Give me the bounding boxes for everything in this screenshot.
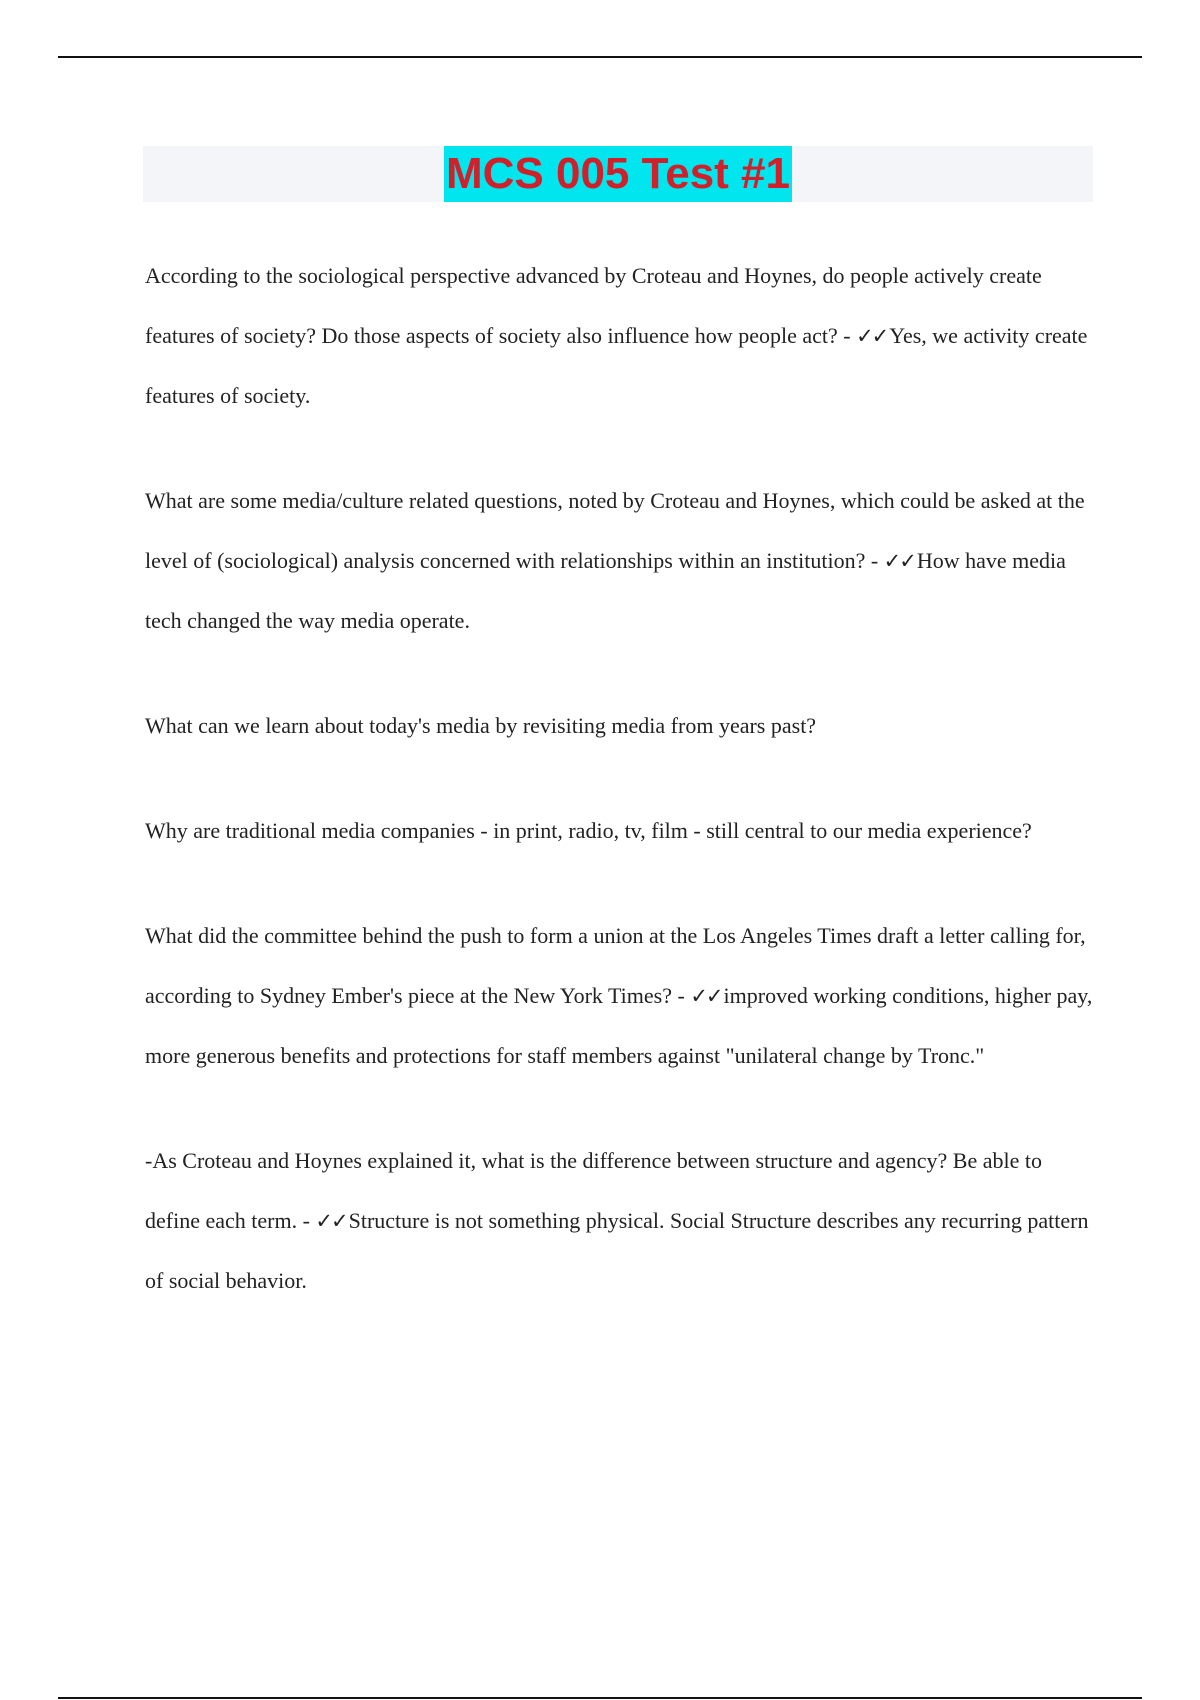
qa-entry-5 xyxy=(145,906,1095,1086)
qa-entry-6 xyxy=(145,1131,1095,1311)
checkmark-icon: ✓✓ xyxy=(856,324,888,348)
question-text: -As Croteau and Hoynes explained it, what is the difference between structure and agency? Be able to define each term. - xyxy=(145,1148,1042,1233)
qa-entry-3 xyxy=(145,696,1095,756)
answer-text: Yes, we activity create features of society. xyxy=(145,323,1088,408)
bottom-rule xyxy=(58,1697,1142,1699)
answer-text: Structure is not something physical. Social Structure describes any recurring pattern of social behavior. xyxy=(145,1208,1089,1293)
answer-text: How have media tech changed the way media operate. xyxy=(145,548,1066,633)
qa-entry-2 xyxy=(145,471,1095,651)
title-band xyxy=(143,146,1093,202)
document-body xyxy=(145,246,1095,1311)
question-text: What did the committee behind the push to form a union at the Los Angeles Times draft a letter calling for, according to Sydney Ember's piece at the New York Times? - xyxy=(145,923,1086,1008)
question-text: Why are traditional media companies - in print, radio, tv, film - still central to our media experience? xyxy=(145,818,1032,843)
qa-entry-4 xyxy=(145,801,1095,861)
checkmark-icon: ✓✓ xyxy=(315,1209,347,1233)
question-text: What are some media/culture related questions, noted by Croteau and Hoynes, which could be asked at the level of (sociological) analysis concerned with relationships within an institution? - xyxy=(145,488,1085,573)
question-text: According to the sociological perspective advanced by Croteau and Hoynes, do people actively create features of society? Do those aspects of society also influence how people act? - xyxy=(145,263,1042,348)
document-title: MCS 005 Test #1 xyxy=(444,146,792,202)
top-rule xyxy=(58,56,1142,58)
question-text: What can we learn about today's media by revisiting media from years past? xyxy=(145,713,817,738)
qa-entry-1 xyxy=(145,246,1095,426)
checkmark-icon: ✓✓ xyxy=(883,549,915,573)
answer-text: improved working conditions, higher pay, more generous benefits and protections for staff members against "unilateral change by Tronc." xyxy=(145,983,1093,1068)
checkmark-icon: ✓✓ xyxy=(690,984,722,1008)
